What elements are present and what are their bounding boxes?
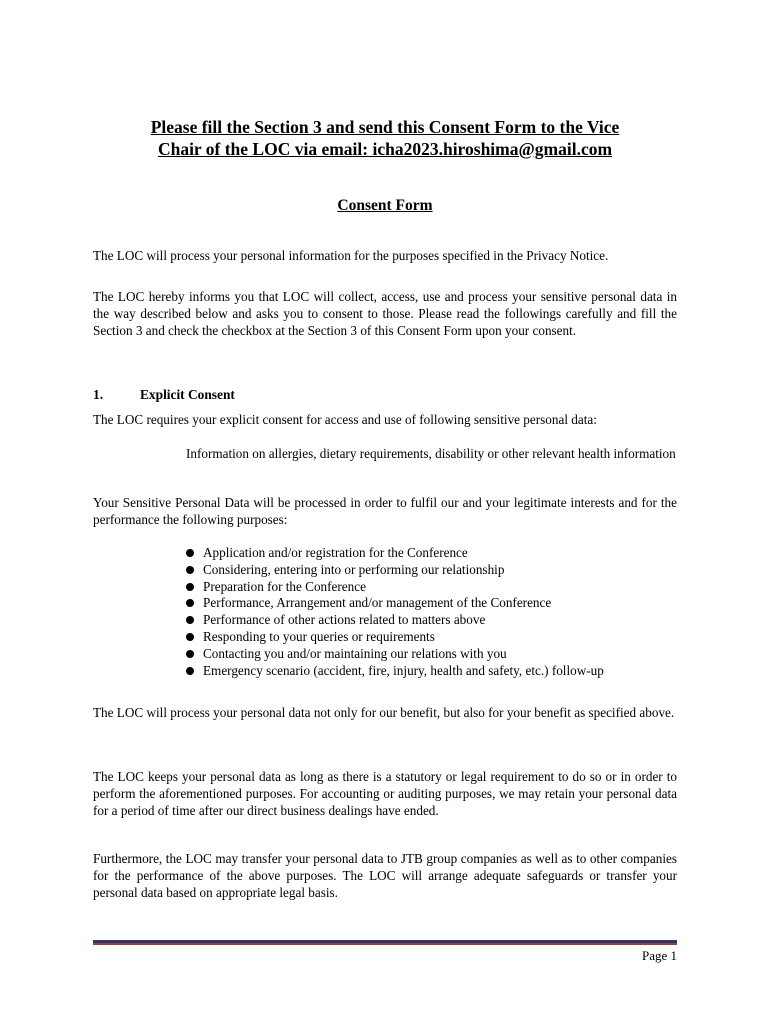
list-item [186,545,677,562]
section-1-heading [93,387,235,403]
footer-divider-accent [93,943,677,945]
bullet-icon [186,667,194,675]
bullet-icon [186,566,194,574]
document-page [93,0,677,1024]
bullet-icon [186,599,194,607]
list-item [186,579,677,596]
retention-paragraph: The LOC keeps your personal data as long as there is a statutory or legal requirement to do so or in order to perform the aforementioned purposes. For accounting or auditing purposes, we may retain your personal data for a period of time after our direct business dealings have ended. [93,769,677,818]
sensitive-data-item: Information on allergies, dietary requirements, disability or other relevant health information [186,446,676,461]
section-1-number: 1. [93,387,104,402]
purpose-text: Performance, Arrangement and/or management of the Conference [203,595,552,611]
bullet-icon [186,583,194,591]
purposes-lead: Your Sensitive Personal Data will be processed in order to fulfil our and your legitimate interests and for the performance the following purposes: [93,495,677,527]
section-1-title: Explicit Consent [140,387,235,402]
list-item [186,629,677,646]
list-item [186,562,677,579]
instruction-heading [93,116,677,160]
instruction-heading-line2: Chair of the LOC via email: icha2023.hiroshima@gmail.com [157,139,613,159]
purpose-text: Preparation for the Conference [203,578,366,594]
bullet-icon [186,549,194,557]
purpose-text: Considering, entering into or performing our relationship [203,561,505,577]
intro-paragraph-2: The LOC hereby informs you that LOC will collect, access, use and process your sensitive personal data in the way described below and asks you to consent to those. Please read the followings carefully and fill the Section 3 and check the checkbox at the Section 3 of this Consent Form upon your consent. [93,289,677,338]
page-number: Page 1 [641,948,677,963]
bullet-icon [186,633,194,641]
list-item [186,612,677,629]
purpose-text: Emergency scenario (accident, fire, injury, health and safety, etc.) follow-up [203,662,604,678]
purposes-list [186,545,677,679]
purpose-text: Contacting you and/or maintaining our relations with you [203,645,507,661]
form-title: Consent Form [337,197,433,214]
bullet-icon [186,616,194,624]
purpose-text: Responding to your queries or requirements [203,628,435,644]
list-item [186,646,677,663]
list-item [186,663,677,680]
intro-paragraph-1: The LOC will process your personal information for the purposes specified in the Privacy Notice. [93,248,609,263]
bullet-icon [186,650,194,658]
section-1-lead: The LOC requires your explicit consent for access and use of following sensitive personal data: [93,412,597,427]
list-item [186,595,677,612]
purpose-text: Application and/or registration for the Conference [203,545,468,560]
instruction-heading-line1: Please fill the Section 3 and send this Consent Form to the Vice [150,117,620,137]
purpose-text: Performance of other actions related to matters above [203,612,486,628]
transfer-paragraph: Furthermore, the LOC may transfer your personal data to JTB group companies as well as to other companies for the performance of the above purposes. The LOC will arrange adequate safeguards or transfer your personal data based on appropriate legal basis. [93,851,677,900]
benefit-paragraph: The LOC will process your personal data not only for our benefit, but also for your benefit as specified above. [93,705,675,720]
